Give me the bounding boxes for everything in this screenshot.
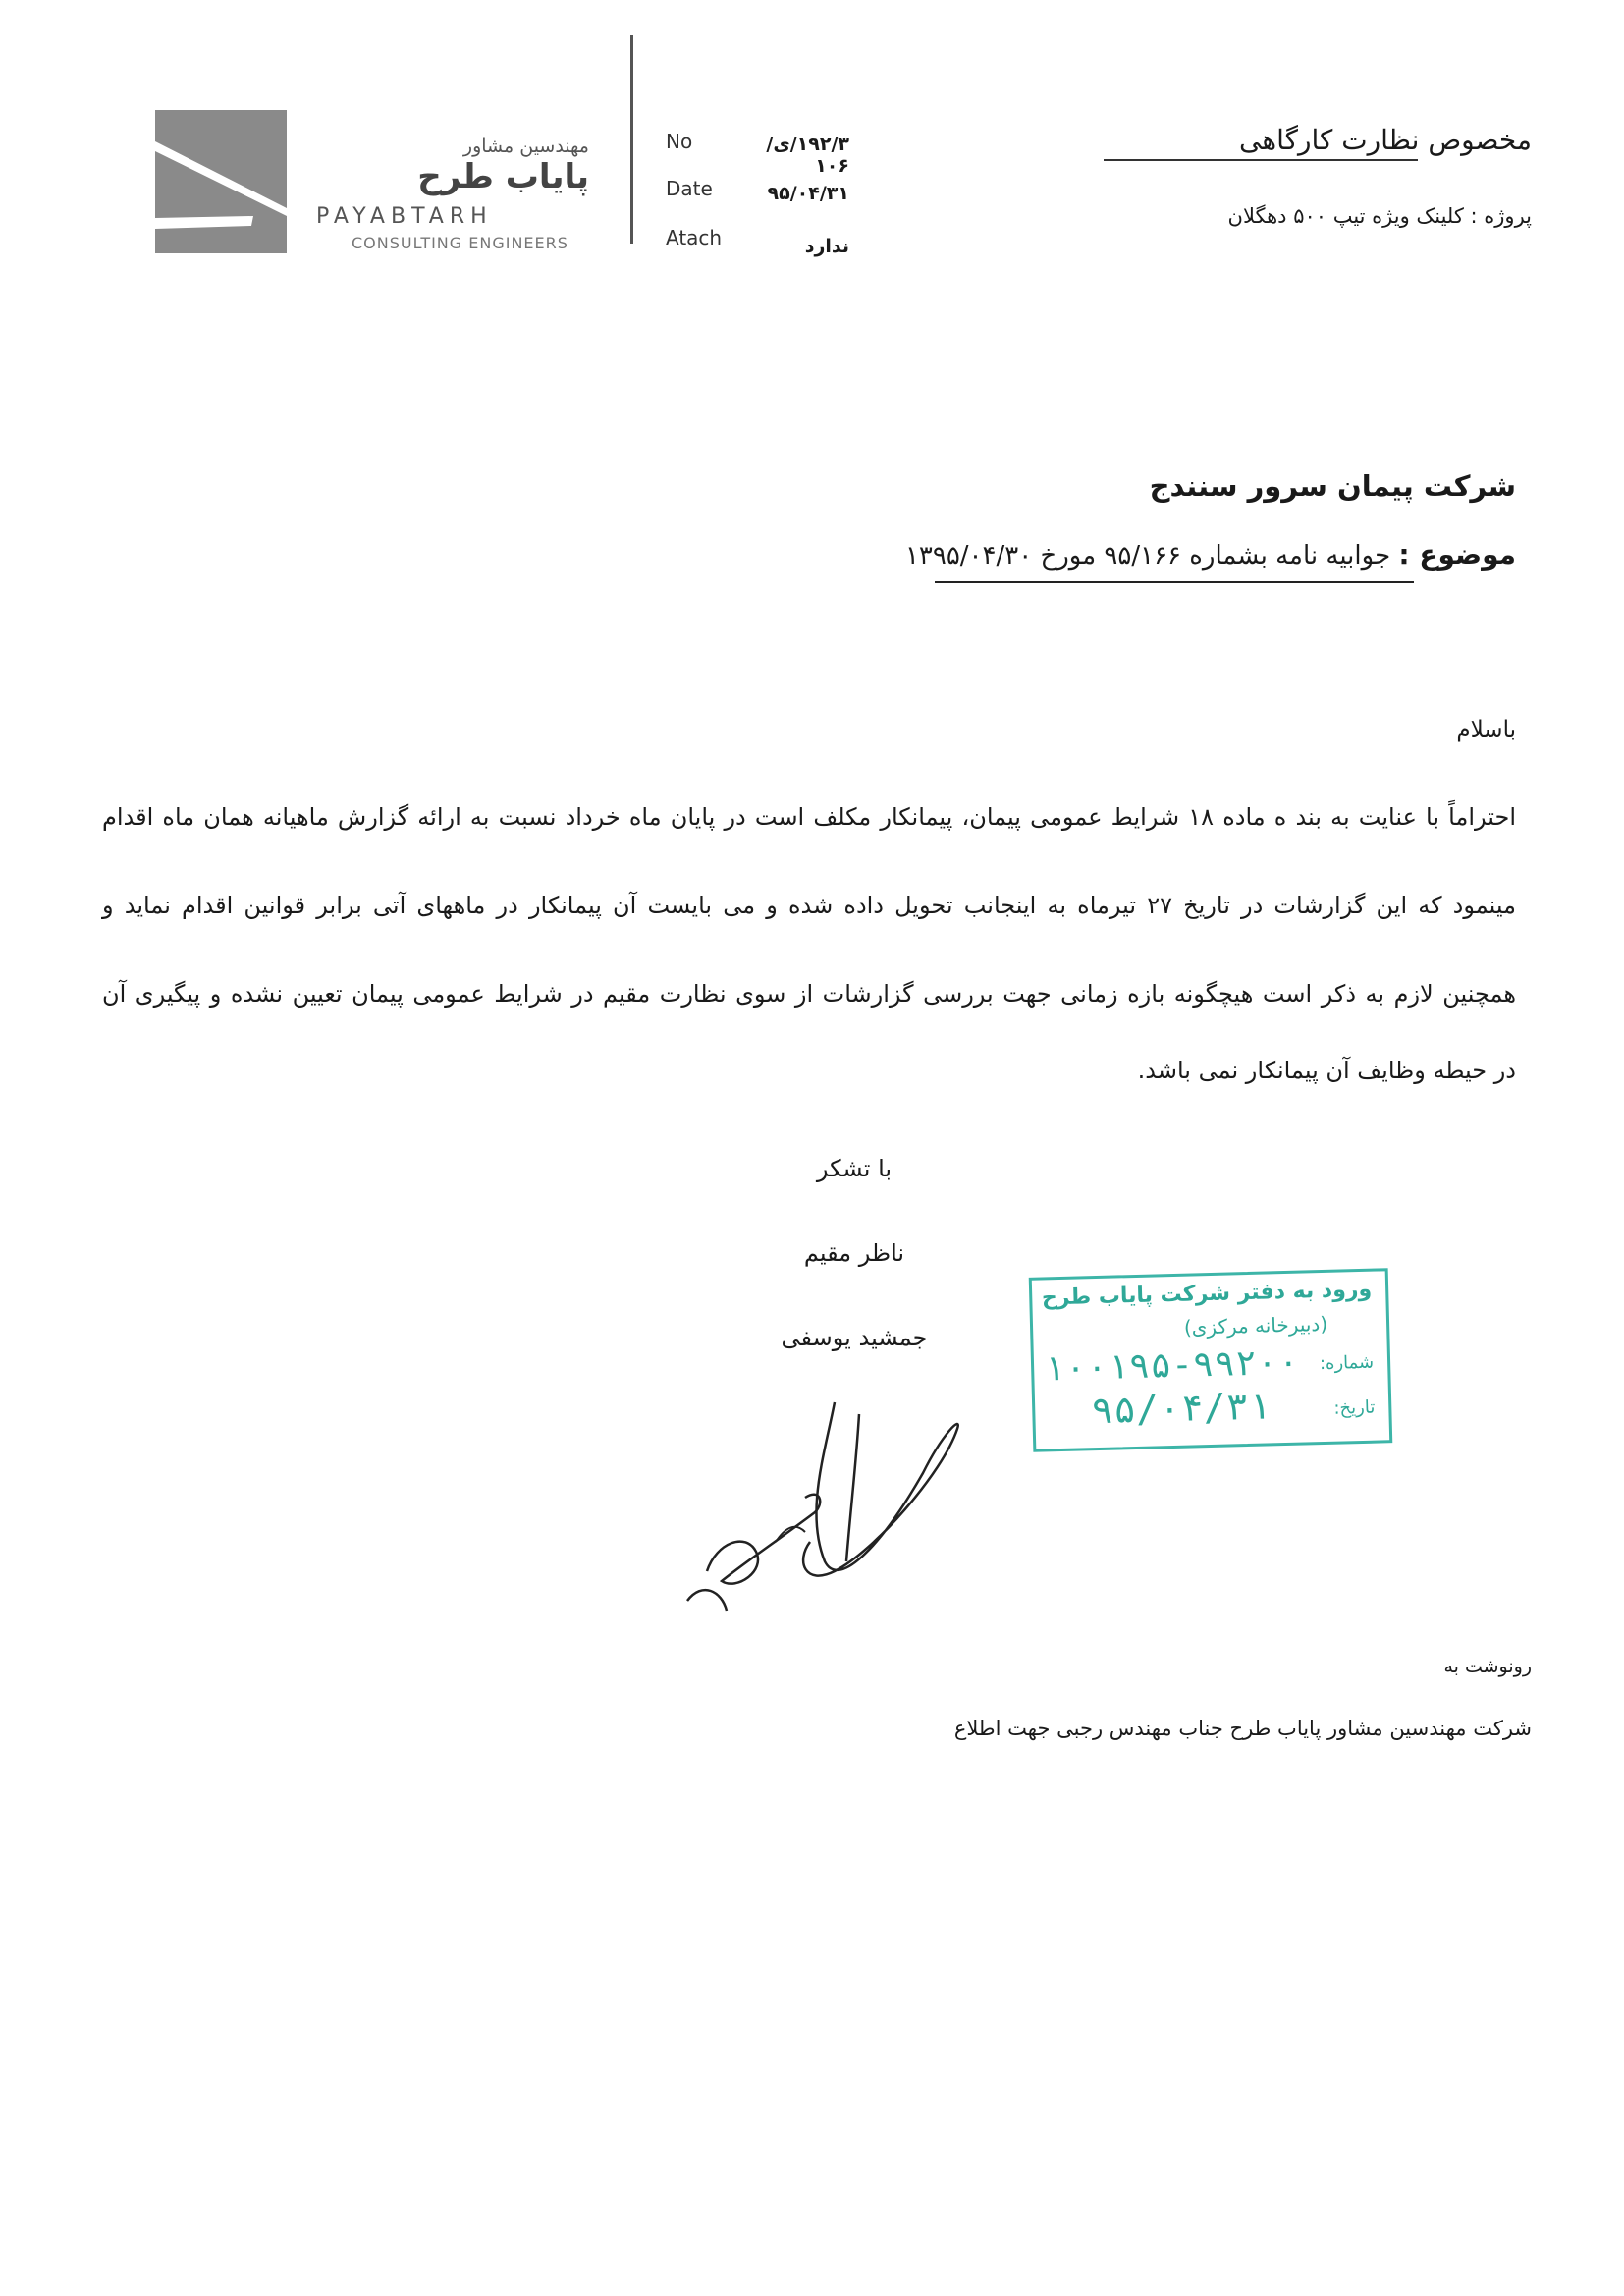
header-divider	[630, 35, 633, 244]
subject-label: موضوع :	[1398, 538, 1516, 571]
recipient: شرکت پیمان سرور سنندج	[1149, 469, 1516, 503]
stamp-line-2: (دبیرخانه مرکزی)	[1183, 1311, 1328, 1339]
closing: با تشکر	[816, 1155, 893, 1182]
body-line-2: مینمود که این گزارشات در تاریخ ۲۷ تیرماه به اینجانب تحویل داده شده و می بایست آن پیمانکار در ماههای آتی برابر قوانین اقدام نماید و	[102, 892, 1516, 919]
date-value: ۹۵/۰۴/۳۱	[767, 183, 849, 204]
category-underline	[1104, 159, 1418, 161]
body-line-1: احتراماً با عنایت به بند ه ماده ۱۸ شرایط عمومی پیمان، پیمانکار مکلف است در پایان ماه خرداد نسبت به ارائه گزارش ماهیانه همان ماه اقدام	[102, 803, 1516, 831]
subject-line	[905, 538, 1516, 571]
stamp-line-1: ورود به دفتر شرکت پایاب طرح	[1041, 1277, 1373, 1311]
attach-value: ندارد	[804, 236, 849, 257]
greeting: باسلام	[1456, 717, 1516, 742]
stamp-number-value: ۱۰۰۱۹۵-۹۹۲۰۰	[1043, 1341, 1300, 1390]
cc-label: رونوشت به	[1443, 1656, 1532, 1677]
cc-text: شرکت مهندسین مشاور پایاب طرح جناب مهندس رجبی جهت اطلاع	[953, 1717, 1532, 1740]
signature-icon	[628, 1394, 972, 1620]
attach-label: Atach	[666, 226, 723, 249]
signer-name: جمشید یوسفی	[781, 1324, 928, 1351]
logo-name-fa: پایاب طرح	[417, 157, 589, 196]
stamp-date-value: ۹۵/۰۴/۳۱	[1090, 1384, 1272, 1433]
number-value: ۱۹۲/۳/ی/۱۰۶	[766, 134, 849, 177]
body-line-4: در حیطه وظایف آن پیمانکار نمی باشد.	[1137, 1057, 1516, 1084]
project-line: پروژه : کلینک ویژه تیپ ۵۰۰ دهگلان	[1227, 204, 1532, 228]
receipt-stamp	[1029, 1268, 1393, 1452]
category-title: مخصوص نظارت کارگاهی	[1239, 124, 1532, 156]
company-logo-icon	[155, 110, 287, 253]
logo-subtitle-en: CONSULTING ENGINEERS	[352, 234, 568, 252]
logo-subtitle-fa: مهندسین مشاور	[462, 136, 589, 157]
date-label: Date	[666, 177, 713, 200]
body-line-3: همچنین لازم به ذکر است هیچگونه بازه زمانی جهت بررسی گزارشات از سوی نظارت مقیم در شرایط عمومی پیمان تعیین نشده و پیگیری آن	[102, 980, 1516, 1008]
number-label: No	[666, 130, 693, 153]
stamp-number-label: شماره:	[1319, 1351, 1375, 1375]
signer-title: ناظر مقیم	[803, 1239, 905, 1267]
subject-underline	[935, 581, 1414, 583]
stamp-date-label: تاریخ:	[1333, 1396, 1376, 1419]
subject-text: جوابیه نامه بشماره ۹۵/۱۶۶ مورخ ۱۳۹۵/۰۴/۳۰	[904, 541, 1391, 571]
logo-name-en: PAYABTARH	[316, 204, 493, 229]
